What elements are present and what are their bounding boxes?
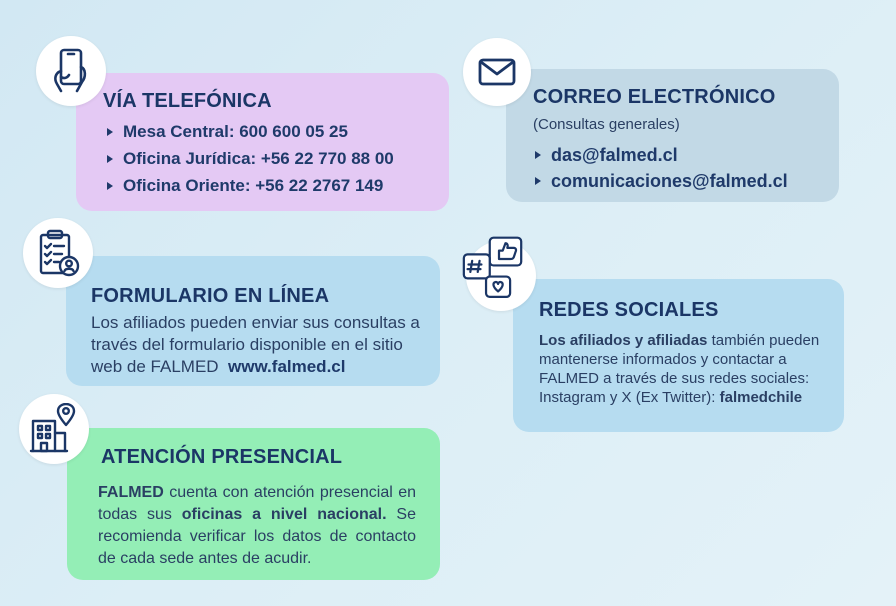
correo-title: CORREO ELECTRÓNICO bbox=[533, 86, 776, 108]
falmed-website-link[interactable]: www.falmed.cl bbox=[228, 357, 346, 376]
formulario-title: FORMULARIO EN LÍNEA bbox=[91, 285, 330, 307]
email-label: das@falmed.cl bbox=[551, 144, 678, 165]
instagram-handle-link[interactable]: falmedchile bbox=[719, 389, 803, 406]
bullet-icon bbox=[535, 151, 541, 159]
correo-subtitle: (Consultas generales) bbox=[533, 116, 680, 133]
formulario-description: Los afiliados pueden enviar sus consultas a través del formulario disponible en el sitio web de FALMED bbox=[91, 313, 420, 376]
presencial-text-2: Se recomienda verificar los datos de contacto de cada sede antes de acudir. bbox=[98, 506, 416, 567]
clipboard-form-icon bbox=[23, 218, 93, 288]
email-list bbox=[535, 142, 788, 194]
presencial-bold-lead: FALMED bbox=[98, 484, 164, 501]
bullet-icon bbox=[107, 182, 113, 190]
via-telefonica-title: VÍA TELEFÓNICA bbox=[103, 90, 272, 112]
building-location-icon bbox=[19, 394, 89, 464]
bullet-icon bbox=[107, 155, 113, 163]
redes-bold-lead: Los afiliados y afiliadas bbox=[539, 332, 708, 349]
email-label: comunicaciones@falmed.cl bbox=[551, 170, 788, 191]
bullet-icon bbox=[107, 128, 113, 136]
bullet-icon bbox=[535, 177, 541, 185]
phone-item-oficina-oriente[interactable] bbox=[107, 172, 394, 199]
presencial-text bbox=[98, 482, 416, 570]
phone-list bbox=[107, 118, 394, 199]
phone-item-oficina-juridica[interactable] bbox=[107, 145, 394, 172]
redes-text bbox=[539, 331, 829, 407]
presencial-text-1: cuenta con atención presencial en todas sus bbox=[98, 484, 416, 523]
phone-item-label: Oficina Oriente: +56 22 2767 149 bbox=[123, 175, 384, 195]
envelope-icon bbox=[463, 38, 531, 106]
email-link-comunicaciones[interactable] bbox=[535, 168, 788, 194]
smartphone-hand-icon bbox=[36, 36, 106, 106]
formulario-text bbox=[91, 312, 431, 378]
presencial-bold-offices: oficinas a nivel nacional. bbox=[181, 506, 387, 523]
social-media-icon bbox=[466, 241, 536, 311]
phone-item-label: Oficina Jurídica: +56 22 770 88 00 bbox=[123, 148, 394, 168]
phone-item-mesa-central[interactable] bbox=[107, 118, 394, 145]
phone-item-label: Mesa Central: 600 600 05 25 bbox=[123, 121, 348, 141]
presencial-title: ATENCIÓN PRESENCIAL bbox=[101, 446, 343, 468]
redes-title: REDES SOCIALES bbox=[539, 299, 719, 321]
email-link-das[interactable] bbox=[535, 142, 788, 168]
redes-description: también pueden mantenerse informados y contactar a FALMED a través de sus redes sociales: Instagram y X (Ex Twitter): bbox=[539, 332, 820, 406]
